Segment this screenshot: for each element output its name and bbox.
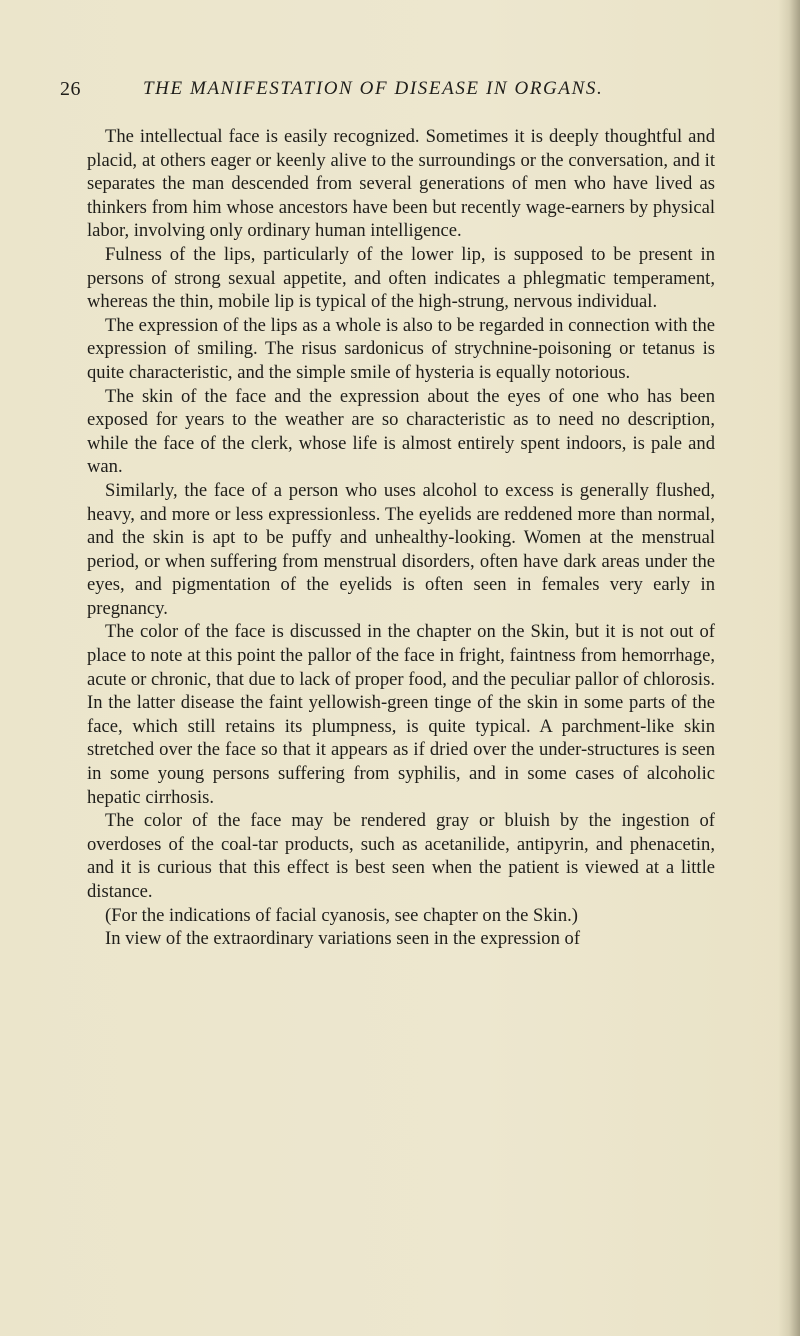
paragraph-alcohol-face: Similarly, the face of a person who uses alcohol to excess is generally flushed, heavy, and more or less expressionless. The eyelids are reddened more than normal, and the skin is apt to be puffy and unhealthy-looking. Women at the menstrual period, or when suffering from menstrual disorders, often have dark areas under the eyes, and pigmentation of the eyelids is often seen in females very early in pregnancy. bbox=[87, 479, 715, 619]
paragraph-skin-of-face: The skin of the face and the expression about the eyes of one who has been exposed for years to the weather are so characteristic as to need no description, while the face of the clerk, whose life is almost entirely spent indoors, is pale and wan. bbox=[87, 385, 715, 478]
body-text bbox=[87, 125, 715, 951]
paragraph-expression-of-lips: The expression of the lips as a whole is also to be regarded in connection with the expression of smiling. The risus sardonicus of strychnine-poisoning or tetanus is quite characteristic, and the simple smile of hysteria is equally notorious. bbox=[87, 314, 715, 383]
page-number: 26 bbox=[60, 78, 81, 100]
paragraph-cyanosis-note: (For the indications of facial cyanosis, see chapter on the Skin.) bbox=[105, 904, 578, 926]
page-header bbox=[60, 78, 700, 108]
page-edge-shadow bbox=[778, 0, 800, 1336]
paragraph-color-of-face: The color of the face is discussed in the chapter on the Skin, but it is not out of place to note at this point the pallor of the face in fright, faintness from hemorrhage, acute or chronic, that due to lack of proper food, and the peculiar pallor of chlorosis. In the latter disease the faint yellowish-green tinge of the skin in some parts of the face, which still retains its plumpness, is quite typical. A parchment-like skin stretched over the face so that it appears as if dried over the under-structures is seen in some young persons suffering from syphilis, and in some cases of alcoholic hepatic cirrhosis. bbox=[87, 621, 715, 808]
paragraph-fulness-of-lips: Fulness of the lips, particularly of the lower lip, is supposed to be present in persons of strong sexual appetite, and often indicates a phlegmatic temperament, whereas the thin, mobile lip is typical of the high-strung, nervous individual. bbox=[87, 243, 715, 313]
running-title: THE MANIFESTATION OF DISEASE IN ORGANS. bbox=[143, 78, 604, 99]
paragraph-coal-tar-products: The color of the face may be rendered gray or bluish by the ingestion of overdoses of the coal-tar products, such as acetanilide, antipyrin, and phenacetin, and it is curious that this effect is best seen when the patient is viewed at a little distance. bbox=[87, 810, 715, 902]
paragraph-extraordinary-variations: In view of the extraordinary variations seen in the expression of bbox=[105, 928, 581, 950]
paragraph-intellectual-face: The intellectual face is easily recognized. Sometimes it is deeply thoughtful and placid, at others eager or keenly alive to the surroundings or the conversation, and it separates the man descended from several generations of men who have lived as thinkers from him whose ancestors have been but recently wage-earners by physical labor, involving only ordinary human intelligence. bbox=[87, 126, 715, 242]
